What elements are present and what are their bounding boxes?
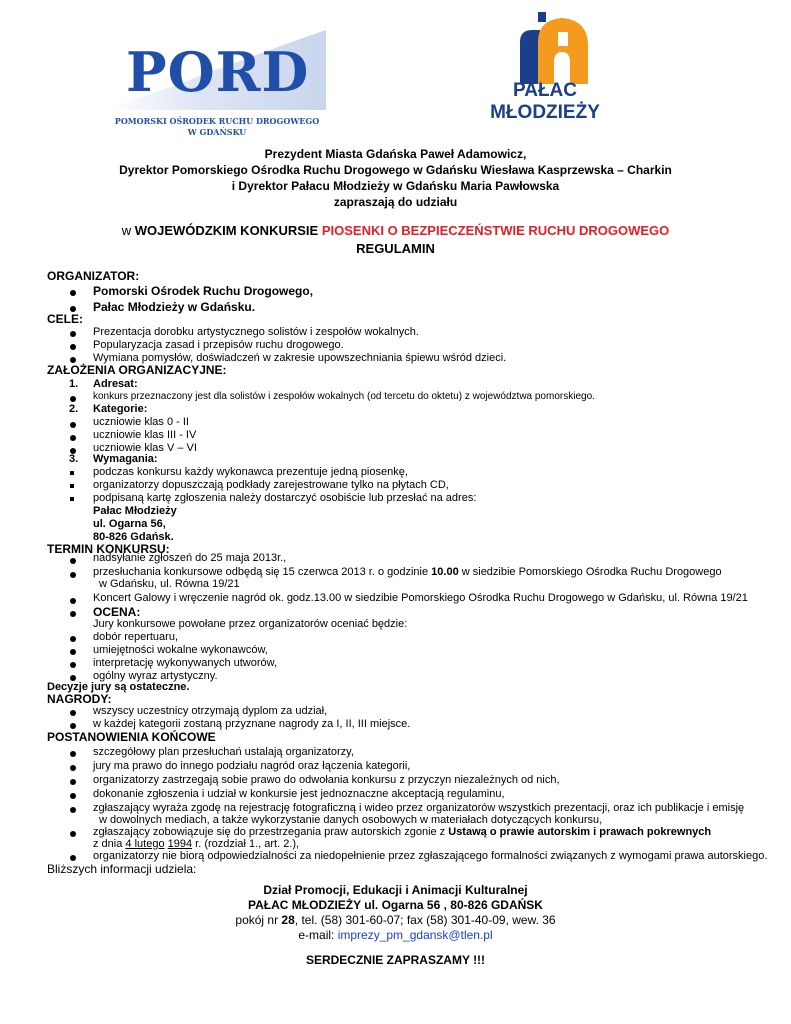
bullet — [70, 611, 76, 617]
info-line: Bliższych informacji udziela: — [47, 862, 197, 876]
cele-item: Wymiana pomysłów, doświadczeń w zakresie upowszechniania śpiewu wśród dzieci. — [93, 352, 507, 364]
title-main: WOJEWÓDZKIM KONKURSIE — [134, 223, 319, 238]
bullet — [70, 831, 76, 837]
email-link[interactable]: imprezy_pm_gdansk@tlen.pl — [337, 928, 493, 942]
room-label: pokój nr — [235, 913, 282, 927]
kategoria-item: uczniowie klas III - IV — [93, 429, 197, 441]
bullet — [70, 331, 76, 337]
law-reference: Ustawą o prawie autorskim i prawach pokrewnych — [448, 826, 712, 838]
postanowienia-item: zgłaszający wyraża zgodę na rejestrację fotograficzną i wideo przez organizatorów wszystkich prezentacji, oraz ich publikacje i emisję — [93, 802, 745, 814]
postanowienia-item: dokonanie zgłoszenia i udział w konkursie jest jednoznaczne akceptacją regulaminu, — [93, 788, 505, 800]
bullet — [70, 598, 76, 604]
bullet — [70, 484, 74, 488]
cele-item: Popularyzacja zasad i przepisów ruchu drogowego. — [93, 339, 344, 351]
bullet — [70, 344, 76, 350]
bullet — [70, 497, 74, 501]
nagrody-item: w każdej kategorii zostaną przyznane nagrody za I, II, III miejsce. — [93, 718, 411, 730]
ocena-heading: OCENA: — [93, 605, 141, 619]
pord-wordmark: PORD — [126, 40, 310, 104]
postanowienia-text: zgłaszający zobowiązuje się do przestrzegania praw autorskich zgonie z — [93, 826, 449, 838]
ocena-intro: Jury konkursowe powołane przez organizatorów oceniać będzie: — [93, 618, 408, 630]
cele-item: Prezentacja dorobku artystycznego solistów i zespołów wokalnych. — [93, 326, 419, 338]
nagrody-item: wszyscy uczestnicy otrzymają dyplom za udział, — [93, 705, 328, 717]
regulamin-heading: REGULAMIN — [356, 241, 435, 256]
bullet — [70, 807, 76, 813]
termin-item — [93, 566, 722, 578]
postanowienia-item-continued — [93, 838, 299, 850]
kategoria-item: uczniowie klas 0 - II — [93, 416, 189, 428]
intro-line-1: Prezydent Miasta Gdańska Paweł Adamowicz, — [264, 147, 527, 161]
palac-logo-line1: PAŁAC — [512, 80, 578, 101]
termin-hour: 10.00 — [431, 566, 459, 578]
bullet — [70, 751, 76, 757]
organizator-item: Pomorski Ośrodek Ruchu Drogowego, — [93, 284, 314, 298]
ocena-item: interpretację wykonywanych utworów, — [93, 657, 278, 669]
postanowienia-text: z dnia — [93, 838, 126, 850]
contact-email — [0, 928, 791, 942]
contact-phones — [0, 913, 791, 927]
bullet — [70, 435, 76, 441]
termin-heading: TERMIN KONKURSU: — [47, 542, 170, 556]
closing-line: SERDECZNIE ZAPRASZAMY !!! — [305, 953, 486, 967]
postanowienia-item: szczegółowy plan przesłuchań ustalają organizatorzy, — [93, 746, 354, 758]
bullet — [70, 290, 76, 296]
bullet — [70, 710, 76, 716]
email-label: e-mail: — [298, 928, 338, 942]
ocena-final: Decyzje jury są ostateczne. — [47, 681, 190, 693]
law-date-year: 1994 — [167, 838, 193, 850]
wymagania-item: podczas konkursu każdy wykonawca prezentuje jedną piosenkę, — [93, 466, 408, 478]
organizator-item: Pałac Młodzieży w Gdańsku. — [93, 300, 256, 314]
palac-mlodziezy-logo — [470, 6, 620, 126]
address-line: Pałac Młodzieży — [93, 505, 177, 517]
contact-department: Dział Promocji, Edukacji i Animacji Kulturalnej — [263, 883, 528, 897]
pord-subtitle-line2: W GDAŃSKU — [187, 127, 247, 137]
termin-item-text: przesłuchania konkursowe odbędą się 15 czerwca 2013 r. o godzinie — [93, 566, 432, 578]
postanowienia-item: organizatorzy nie biorą odpowiedzialności za niedopełnienie przez zgłaszającego formalności związanych z wymogami prawa autorskiego. — [93, 850, 768, 862]
wymagania-item: podpisaną kartę zgłoszenia należy dostarczyć osobiście lub przesłać na adres: — [93, 492, 477, 504]
wymagania-number: 3. — [69, 453, 79, 465]
postanowienia-item-continued: w dowolnych mediach, a także wykorzystanie danych osobowych w materiałach dotyczących konkursu, — [99, 814, 603, 826]
termin-item: Koncert Galowy i wręczenie nagród ok. godz.13.00 w siedzibie Pomorskiego Ośrodka Ruchu Drogowego w Gdańsku, ul. Równa 19/21 — [93, 592, 748, 604]
wymagania-item: organizatorzy dopuszczają podkłady zarejestrowane tylko na płytach CD, — [93, 479, 449, 491]
bullet — [70, 471, 74, 475]
kategorie-number: 2. — [69, 403, 79, 415]
kategoria-item: uczniowie klas V – VI — [93, 442, 197, 454]
bullet — [70, 779, 76, 785]
bullet — [70, 396, 76, 402]
zalozenia-heading: ZAŁOŻENIA ORGANIZACYJNE: — [47, 363, 227, 377]
palac-logo-line2: MŁODZIEŻY — [490, 102, 600, 123]
address-line: 80-826 Gdańsk. — [93, 531, 174, 543]
intro-line-2: Dyrektor Pomorskiego Ośrodka Ruchu Drogowego w Gdańsku Wiesława Kasprzewska – Charkin — [119, 163, 672, 177]
wymagania-label: Wymagania: — [93, 453, 158, 465]
pord-logo — [108, 30, 326, 138]
postanowienia-heading: POSTANOWIENIA KOŃCOWE — [47, 730, 216, 744]
postanowienia-item — [93, 826, 711, 838]
palace-icon — [510, 6, 600, 86]
bullet — [70, 572, 76, 578]
bullet — [70, 662, 76, 668]
bullet — [70, 793, 76, 799]
bullet — [70, 558, 76, 564]
bullet — [70, 855, 76, 861]
kategorie-label: Kategorie: — [93, 403, 148, 415]
pord-subtitle-line1: POMORSKI OŚRODEK RUCHU DROGOWEGO — [114, 116, 320, 126]
termin-item: nadsyłanie zgłoszeń do 25 maja 2013r., — [93, 552, 287, 564]
adresat-item: konkurs przeznaczony jest dla solistów i zespołów wokalnych (od tercetu do oktetu) z województwa pomorskiego. — [93, 391, 595, 402]
termin-item-text: w siedzibie Pomorskiego Ośrodka Ruchu Drogowego — [458, 566, 722, 578]
bullet — [70, 723, 76, 729]
postanowienia-item: jury ma prawo do innego podziału nagród oraz łączenia kategorii, — [93, 760, 411, 772]
bullet — [70, 422, 76, 428]
contest-title — [0, 223, 791, 238]
cele-heading: CELE: — [47, 312, 83, 326]
intro-line-3: i Dyrektor Pałacu Młodzieży w Gdańsku Maria Pawłowska — [231, 179, 560, 193]
bullet — [70, 765, 76, 771]
ocena-item: ogólny wyraz artystyczny. — [93, 670, 218, 682]
title-prefix: w — [121, 223, 132, 238]
termin-item-continued: w Gdańsku, ul. Równa 19/21 — [99, 578, 240, 590]
nagrody-heading: NAGRODY: — [47, 692, 112, 706]
title-topic: PIOSENKI O BEZPIECZEŃSTWIE RUCHU DROGOWEGO — [321, 223, 670, 238]
adresat-label: Adresat: — [93, 378, 138, 390]
postanowienia-item: organizatorzy zastrzegają sobie prawo do odwołania konkursu z przyczyn niezależnych od nich, — [93, 774, 560, 786]
bullet — [70, 649, 76, 655]
law-date-day: 4 lutego — [125, 838, 165, 850]
ocena-item: dobór repertuaru, — [93, 631, 178, 643]
ocena-item: umiejętności wokalne wykonawców, — [93, 644, 268, 656]
bullet — [70, 636, 76, 642]
phone-numbers: , tel. (58) 301-60-07; fax (58) 301-40-09, wew. 36 — [294, 913, 556, 927]
address-line: ul. Ogarna 56, — [93, 518, 166, 530]
postanowienia-text: r. (rozdział 1., art. 2.), — [192, 838, 300, 850]
organizator-heading: ORGANIZATOR: — [47, 269, 140, 283]
room-number: 28 — [281, 913, 295, 927]
adresat-number: 1. — [69, 378, 79, 390]
contact-address: PAŁAC MŁODZIEŻY ul. Ogarna 56 , 80-826 GDAŃSK — [248, 898, 543, 912]
intro-line-4: zapraszają do udziału — [333, 195, 458, 209]
